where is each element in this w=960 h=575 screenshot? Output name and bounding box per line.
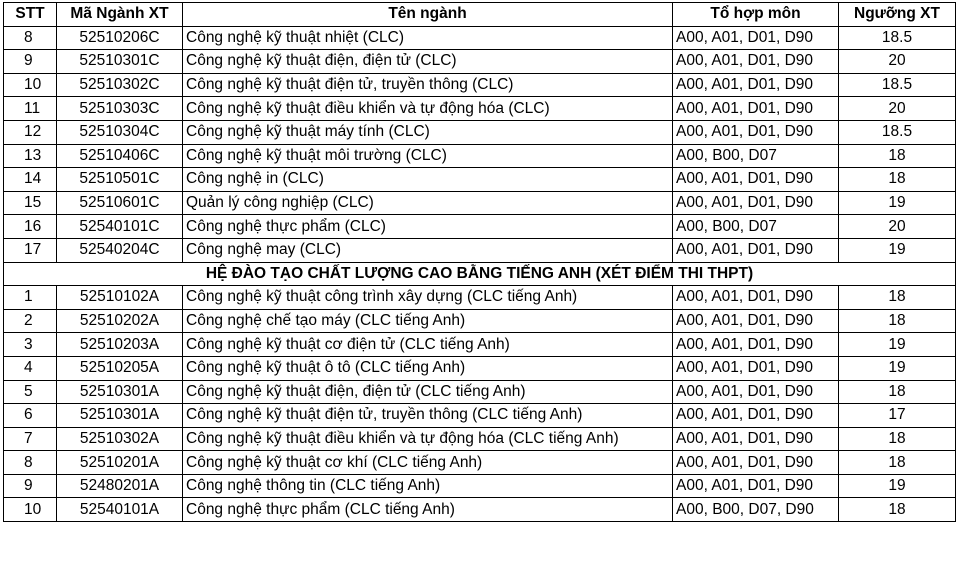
table-row	[4, 333, 956, 357]
cell-nguong-xt: 20	[839, 97, 956, 121]
cell-to-hop-mon: A00, A01, D01, D90	[673, 404, 839, 428]
cell-ten-nganh: Quản lý công nghiệp (CLC)	[183, 191, 673, 215]
cell-nguong-xt: 19	[839, 238, 956, 262]
cell-to-hop-mon: A00, A01, D01, D90	[673, 120, 839, 144]
section-row	[4, 262, 956, 286]
table-row	[4, 168, 956, 192]
cell-ten-nganh: Công nghệ thông tin (CLC tiếng Anh)	[183, 474, 673, 498]
table-row	[4, 286, 956, 310]
cell-stt: 14	[4, 168, 57, 192]
cell-nguong-xt: 18	[839, 451, 956, 475]
cell-nguong-xt: 20	[839, 215, 956, 239]
cell-ten-nganh: Công nghệ kỹ thuật điều khiển và tự động hóa (CLC)	[183, 97, 673, 121]
cell-nguong-xt: 20	[839, 50, 956, 74]
cell-ma-nganh: 52510501C	[57, 168, 183, 192]
cell-ten-nganh: Công nghệ in (CLC)	[183, 168, 673, 192]
cell-ma-nganh: 52510202A	[57, 309, 183, 333]
table-row	[4, 238, 956, 262]
cell-to-hop-mon: A00, A01, D01, D90	[673, 356, 839, 380]
table-row	[4, 474, 956, 498]
cell-nguong-xt: 18	[839, 286, 956, 310]
cell-ten-nganh: Công nghệ kỹ thuật ô tô (CLC tiếng Anh)	[183, 356, 673, 380]
table-row	[4, 380, 956, 404]
cell-ten-nganh: Công nghệ kỹ thuật công trình xây dựng (CLC tiếng Anh)	[183, 286, 673, 310]
cell-stt: 15	[4, 191, 57, 215]
cell-ma-nganh: 52510302C	[57, 73, 183, 97]
header-ma-nganh: Mã Ngành XT	[57, 3, 183, 27]
cell-ten-nganh: Công nghệ kỹ thuật điện tử, truyền thông (CLC)	[183, 73, 673, 97]
cell-nguong-xt: 19	[839, 356, 956, 380]
cell-stt: 4	[4, 356, 57, 380]
cell-nguong-xt: 19	[839, 333, 956, 357]
cell-stt: 9	[4, 474, 57, 498]
cell-stt: 2	[4, 309, 57, 333]
cell-stt: 1	[4, 286, 57, 310]
cell-ma-nganh: 52510301A	[57, 380, 183, 404]
cell-ten-nganh: Công nghệ kỹ thuật nhiệt (CLC)	[183, 26, 673, 50]
table-row	[4, 144, 956, 168]
cell-ma-nganh: 52510304C	[57, 120, 183, 144]
header-to-hop-mon: Tổ hợp môn	[673, 3, 839, 27]
cell-nguong-xt: 18	[839, 144, 956, 168]
cell-ma-nganh: 52510406C	[57, 144, 183, 168]
cell-ma-nganh: 52540204C	[57, 238, 183, 262]
cell-nguong-xt: 18	[839, 380, 956, 404]
table-row	[4, 73, 956, 97]
cell-stt: 16	[4, 215, 57, 239]
cell-stt: 9	[4, 50, 57, 74]
cell-ma-nganh: 52510206C	[57, 26, 183, 50]
cell-stt: 3	[4, 333, 57, 357]
cell-nguong-xt: 18	[839, 498, 956, 522]
cell-to-hop-mon: A00, A01, D01, D90	[673, 286, 839, 310]
cell-ten-nganh: Công nghệ kỹ thuật điện tử, truyền thông (CLC tiếng Anh)	[183, 404, 673, 428]
table-row	[4, 97, 956, 121]
cell-to-hop-mon: A00, B00, D07	[673, 144, 839, 168]
cell-ten-nganh: Công nghệ kỹ thuật điều khiển và tự động hóa (CLC tiếng Anh)	[183, 427, 673, 451]
table-row	[4, 191, 956, 215]
cell-to-hop-mon: A00, A01, D01, D90	[673, 168, 839, 192]
cell-ma-nganh: 52510203A	[57, 333, 183, 357]
table-row	[4, 26, 956, 50]
cell-nguong-xt: 19	[839, 474, 956, 498]
cell-to-hop-mon: A00, B00, D07	[673, 215, 839, 239]
table-row	[4, 120, 956, 144]
cell-ma-nganh: 52510303C	[57, 97, 183, 121]
group1-body	[4, 26, 956, 262]
table-row	[4, 309, 956, 333]
cell-nguong-xt: 18.5	[839, 26, 956, 50]
cell-nguong-xt: 18	[839, 168, 956, 192]
cell-to-hop-mon: A00, A01, D01, D90	[673, 427, 839, 451]
table-row	[4, 356, 956, 380]
table-row	[4, 498, 956, 522]
header-nguong-xt: Ngưỡng XT	[839, 3, 956, 27]
section-body	[4, 262, 956, 286]
cell-to-hop-mon: A00, A01, D01, D90	[673, 474, 839, 498]
cell-to-hop-mon: A00, A01, D01, D90	[673, 191, 839, 215]
table-row	[4, 427, 956, 451]
cell-ma-nganh: 52510201A	[57, 451, 183, 475]
cell-stt: 6	[4, 404, 57, 428]
header-ten-nganh: Tên ngành	[183, 3, 673, 27]
cell-ten-nganh: Công nghệ kỹ thuật cơ điện tử (CLC tiếng Anh)	[183, 333, 673, 357]
table-row	[4, 451, 956, 475]
cell-ma-nganh: 52510601C	[57, 191, 183, 215]
cell-ten-nganh: Công nghệ kỹ thuật máy tính (CLC)	[183, 120, 673, 144]
cell-to-hop-mon: A00, A01, D01, D90	[673, 238, 839, 262]
cell-to-hop-mon: A00, A01, D01, D90	[673, 451, 839, 475]
cell-ma-nganh: 52540101A	[57, 498, 183, 522]
cell-ma-nganh: 52510301C	[57, 50, 183, 74]
cell-ten-nganh: Công nghệ kỹ thuật điện, điện tử (CLC)	[183, 50, 673, 74]
cell-ten-nganh: Công nghệ chế tạo máy (CLC tiếng Anh)	[183, 309, 673, 333]
cell-to-hop-mon: A00, A01, D01, D90	[673, 26, 839, 50]
cell-ten-nganh: Công nghệ kỹ thuật cơ khí (CLC tiếng Anh)	[183, 451, 673, 475]
cell-nguong-xt: 18	[839, 427, 956, 451]
cell-stt: 5	[4, 380, 57, 404]
group2-body	[4, 286, 956, 522]
cell-ma-nganh: 52510205A	[57, 356, 183, 380]
table-header-row	[4, 3, 956, 27]
cell-stt: 8	[4, 26, 57, 50]
cell-ma-nganh: 52480201A	[57, 474, 183, 498]
cell-stt: 10	[4, 73, 57, 97]
cell-to-hop-mon: A00, A01, D01, D90	[673, 309, 839, 333]
cell-stt: 8	[4, 451, 57, 475]
cell-to-hop-mon: A00, A01, D01, D90	[673, 333, 839, 357]
cell-to-hop-mon: A00, B00, D07, D90	[673, 498, 839, 522]
cell-ten-nganh: Công nghệ may (CLC)	[183, 238, 673, 262]
cell-nguong-xt: 18	[839, 309, 956, 333]
cell-ten-nganh: Công nghệ thực phẩm (CLC tiếng Anh)	[183, 498, 673, 522]
admission-threshold-table	[3, 2, 956, 522]
cell-nguong-xt: 18.5	[839, 120, 956, 144]
cell-to-hop-mon: A00, A01, D01, D90	[673, 50, 839, 74]
cell-nguong-xt: 19	[839, 191, 956, 215]
table-row	[4, 404, 956, 428]
cell-stt: 11	[4, 97, 57, 121]
cell-stt: 7	[4, 427, 57, 451]
cell-stt: 17	[4, 238, 57, 262]
cell-ten-nganh: Công nghệ kỹ thuật điện, điện tử (CLC tiếng Anh)	[183, 380, 673, 404]
cell-nguong-xt: 17	[839, 404, 956, 428]
cell-ma-nganh: 52540101C	[57, 215, 183, 239]
cell-ten-nganh: Công nghệ kỹ thuật môi trường (CLC)	[183, 144, 673, 168]
cell-ma-nganh: 52510102A	[57, 286, 183, 310]
table-row	[4, 215, 956, 239]
cell-nguong-xt: 18.5	[839, 73, 956, 97]
cell-to-hop-mon: A00, A01, D01, D90	[673, 73, 839, 97]
cell-ma-nganh: 52510302A	[57, 427, 183, 451]
cell-to-hop-mon: A00, A01, D01, D90	[673, 97, 839, 121]
cell-stt: 10	[4, 498, 57, 522]
section-title: HỆ ĐÀO TẠO CHẤT LƯỢNG CAO BẰNG TIẾNG ANH (XÉT ĐIỂM THI THPT)	[4, 262, 956, 286]
table-row	[4, 50, 956, 74]
cell-ten-nganh: Công nghệ thực phẩm (CLC)	[183, 215, 673, 239]
cell-to-hop-mon: A00, A01, D01, D90	[673, 380, 839, 404]
cell-stt: 12	[4, 120, 57, 144]
cell-ma-nganh: 52510301A	[57, 404, 183, 428]
header-stt: STT	[4, 3, 57, 27]
cell-stt: 13	[4, 144, 57, 168]
